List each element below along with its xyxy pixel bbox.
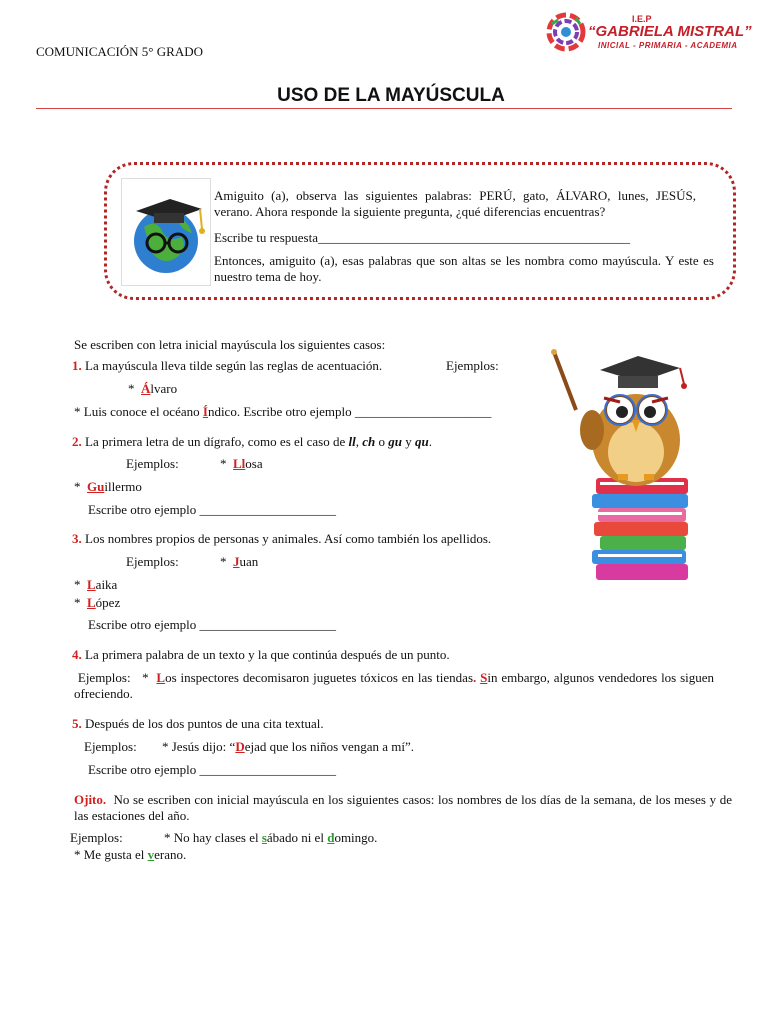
course-label: COMUNICACIÓN 5° GRADO (36, 44, 203, 59)
rule-5-ejemplos: Ejemplos: (84, 739, 137, 754)
rule-1-example-2 (74, 404, 491, 420)
example-lowercase: d (327, 830, 335, 845)
ojito-ejemplos: Ejemplos: (70, 830, 123, 845)
digraph-ll: ll (348, 434, 356, 449)
ojito-note (74, 792, 732, 824)
example-prefix: * Me gusta el (74, 847, 148, 862)
rule-2-text: La primera letra de un dígrafo, como es el caso de (85, 434, 346, 449)
rule-1-number: 1. (72, 358, 82, 373)
rule-3-ejemplos: Ejemplos: (126, 554, 179, 569)
rule-2-example-2: * Guillermo (74, 479, 142, 494)
example-lowercase: v (147, 847, 155, 862)
example-lowercase: s (261, 830, 267, 845)
ojito-text: No se escriben con inicial mayúscula en los siguientes casos: los nombres de los días de la semana, de los meses y de las estaciones del año. (74, 792, 733, 823)
example-rest: erano. (154, 847, 187, 862)
title-rule (36, 108, 732, 109)
rule-1-text: La mayúscula lleva tilde según las reglas de acentuación. (85, 358, 383, 373)
example-dot: . (473, 670, 477, 685)
connector-o: o (378, 434, 385, 449)
lead-text: Se escriben con letra inicial mayúscula los siguientes casos: (74, 337, 386, 352)
logo-subtitle: INICIAL - PRIMARIA - ACADEMIA (598, 41, 738, 50)
rule-2-write-line: Escribe otro ejemplo _____________________ (88, 502, 337, 517)
rule-1-ejemplos: Ejemplos: (446, 358, 499, 373)
example-rest: illermo (104, 479, 142, 494)
example-prefix: * Luis conoce el océano (74, 404, 203, 419)
intro-answer-line: Escribe tu respuesta________________________________________________ (214, 230, 630, 245)
owl-teacher-icon (548, 346, 698, 586)
rule-3-number: 3. (72, 531, 82, 546)
rule-2-ejemplos: Ejemplos: (126, 456, 179, 471)
rule-1 (72, 358, 382, 374)
example-capital: Ll (233, 456, 246, 471)
example-rest: in embargo, algunos vendedores los siguen ofreciendo. (74, 670, 715, 701)
example-rest-write-line: ndico. Escribe otro ejemplo _____________________ (207, 404, 492, 419)
example-rest: aika (95, 577, 118, 592)
rule-3-example-1: * Juan (220, 554, 259, 569)
rule-3-example-2: * Laika (74, 577, 118, 592)
ojito-label: Ojito. (74, 792, 107, 807)
example-rest: ópez (95, 595, 121, 610)
example-capital: L (87, 595, 96, 610)
rule-2: 2. La primera letra de un dígrafo, como es el caso de ll, ch o gu y qu. (72, 434, 432, 449)
example-rest: lvaro (150, 381, 178, 396)
digraph-ch: ch (362, 434, 376, 449)
rule-3-example-3: * López (74, 595, 121, 610)
rule-5-text: Después de los dos puntos de una cita textual. (85, 716, 324, 731)
ojito-example-2 (74, 847, 186, 863)
rule-2-example-1: * Llosa (220, 456, 263, 471)
logo-name: “GABRIELA MISTRAL” (588, 23, 752, 40)
globe-graduate-icon (121, 178, 211, 286)
intro-paragraph-1: Amiguito (a), observa las siguientes palabras: PERÚ, gato, ÁLVARO, lunes, JESÚS, verano. Ahora responde la siguiente pregunta, ¿qué diferencias encuentras? (214, 188, 696, 219)
rule-4-number: 4. (72, 647, 82, 662)
connector-y: y (405, 434, 412, 449)
rule-5-example (162, 739, 414, 755)
example-rest: osa (245, 456, 263, 471)
example-capital: L (87, 577, 96, 592)
page-title: USO DE LA MAYÚSCULA (277, 85, 505, 106)
rule-1-example-1: * Álvaro (128, 381, 178, 396)
school-logo-icon (546, 12, 586, 52)
example-capital: D (235, 739, 245, 754)
digraph-qu: qu (414, 434, 429, 449)
rule-4-example: Ejemplos: * Los inspectores decomisaron juguetes tóxicos en las tiendas. Sin embargo, algunos vendedores los siguen ofreciendo. (74, 670, 715, 701)
example-prefix: * No hay clases el (164, 830, 262, 845)
example-capital: S (480, 670, 488, 685)
rule-3-text: Los nombres propios de personas y animales. Así como también los apellidos. (85, 531, 492, 546)
rule-4-text: La primera palabra de un texto y la que continúa después de un punto. (85, 647, 450, 662)
ojito-example-1 (164, 830, 377, 846)
rule-3-write-line: Escribe otro ejemplo _____________________ (88, 617, 337, 632)
intro-paragraph-3: Entonces, amiguito (a), esas palabras que son altas se les nombra como mayúscula. Y este es nuestro tema de hoy. (214, 253, 714, 284)
rule-3 (72, 531, 491, 547)
rule-5 (72, 716, 324, 732)
example-capital: L (156, 670, 166, 685)
digraph-gu: gu (388, 434, 402, 449)
example-capital: Í (202, 404, 208, 419)
example-mid: os inspectores decomisaron juguetes tóxicos en las tiendas (165, 670, 474, 685)
example-prefix: * Jesús dijo: “ (162, 739, 236, 754)
rule-4-ejemplos: Ejemplos: (77, 670, 131, 685)
example-mid: ábado ni el (266, 830, 328, 845)
example-rest: uan (239, 554, 259, 569)
example-capital: Gu (87, 479, 105, 494)
example-rest: ejad que los niños vengan a mí”. (244, 739, 415, 754)
rule-5-write-line: Escribe otro ejemplo _____________________ (88, 762, 337, 777)
logo-iep: I.E.P (632, 14, 652, 24)
rule-4 (72, 647, 450, 663)
rule-5-number: 5. (72, 716, 82, 731)
rule-2-number: 2. (72, 434, 82, 449)
example-capital: J (233, 554, 240, 569)
example-capital: Á (141, 381, 151, 396)
example-rest: omingo. (334, 830, 378, 845)
